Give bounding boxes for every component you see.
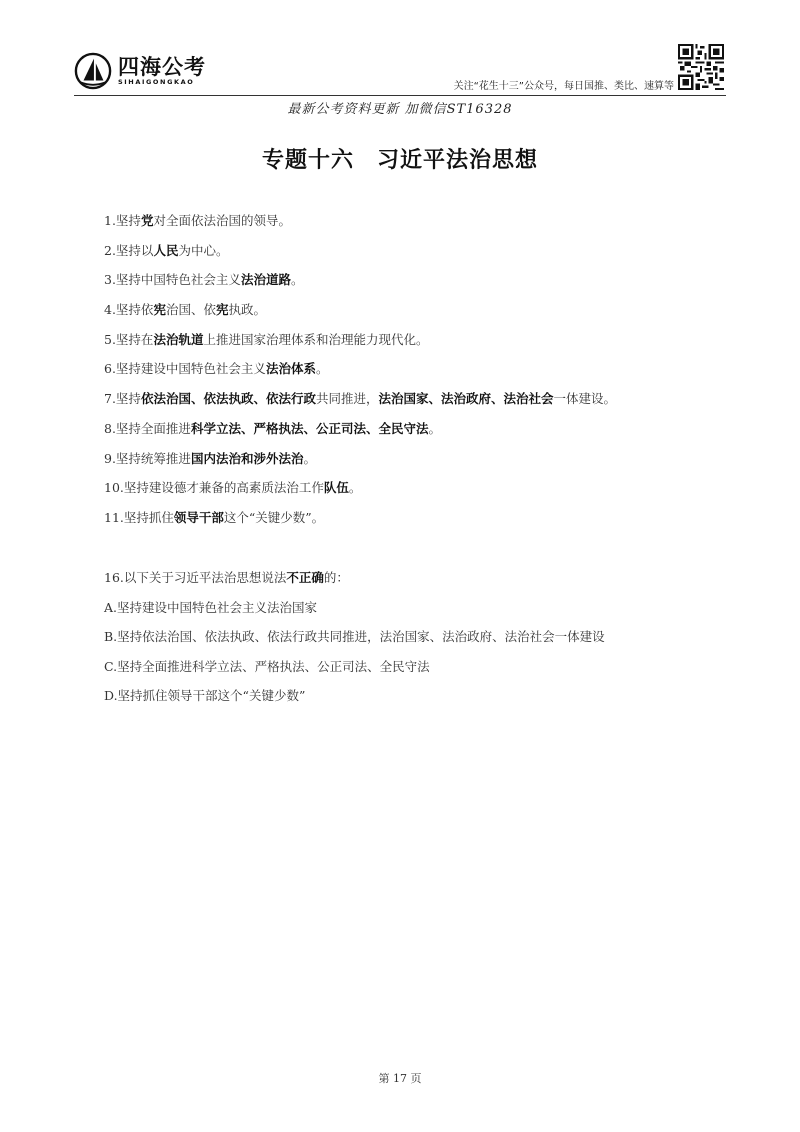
logo-chinese-name: 四海公考	[118, 55, 206, 79]
list-item: 1.坚持党对全面依法治国的领导。	[104, 213, 291, 228]
sail-logo-icon	[74, 52, 112, 90]
header-divider	[74, 95, 726, 96]
list-item: 7.坚持依法治国、依法执政、依法行政共同推进，法治国家、法治政府、法治社会一体建设。	[104, 391, 616, 407]
option-c: C.坚持全面推进科学立法、严格执法、公正司法、全民守法	[104, 658, 430, 674]
list-item: 6.坚持建设中国特色社会主义法治体系。	[104, 361, 329, 377]
option-b: B.坚持依法治国、依法执政、依法行政共同推进，法治国家、法治政府、法治社会一体建设	[104, 629, 605, 644]
question-stem: 16.以下关于习近平法治思想说法不正确的：	[104, 570, 349, 585]
update-note: 最新公考资料更新 加微信ST16328	[287, 102, 513, 117]
page-title: 专题十六 习近平法治思想	[261, 148, 538, 173]
logo	[74, 52, 206, 90]
page-number: 第 17 页	[378, 1072, 422, 1085]
list-item: 4.坚持依宪治国、依宪执政。	[104, 302, 266, 318]
list-item: 11.坚持抓住领导干部这个“关键少数”。	[104, 509, 325, 525]
list-item: 3.坚持中国特色社会主义法治道路。	[104, 272, 304, 288]
list-item: 10.坚持建设德才兼备的高素质法治工作队伍。	[104, 480, 362, 496]
list-item: 9.坚持统筹推进国内法治和涉外法治。	[104, 450, 316, 466]
option-d: D.坚持抓住领导干部这个“关键少数”	[104, 688, 306, 703]
list-item: 2.坚持以人民为中心。	[104, 242, 229, 258]
question-block	[104, 567, 724, 715]
option-a: A.坚持建设中国特色社会主义法治国家	[104, 599, 318, 615]
logo-english-name: SIHAIGONGKAO	[118, 78, 195, 86]
header-slogan: 关注“花生十三”公众号，每日国推、类比、速算等	[453, 81, 674, 92]
key-points-list	[104, 210, 724, 537]
list-item: 8.坚持全面推进科学立法、严格执法、公正司法、全民守法。	[104, 420, 441, 436]
list-item: 5.坚持在法治轨道上推进国家治理体系和治理能力现代化。	[104, 331, 429, 347]
qr-code-icon	[678, 44, 724, 90]
page-header	[0, 0, 800, 117]
